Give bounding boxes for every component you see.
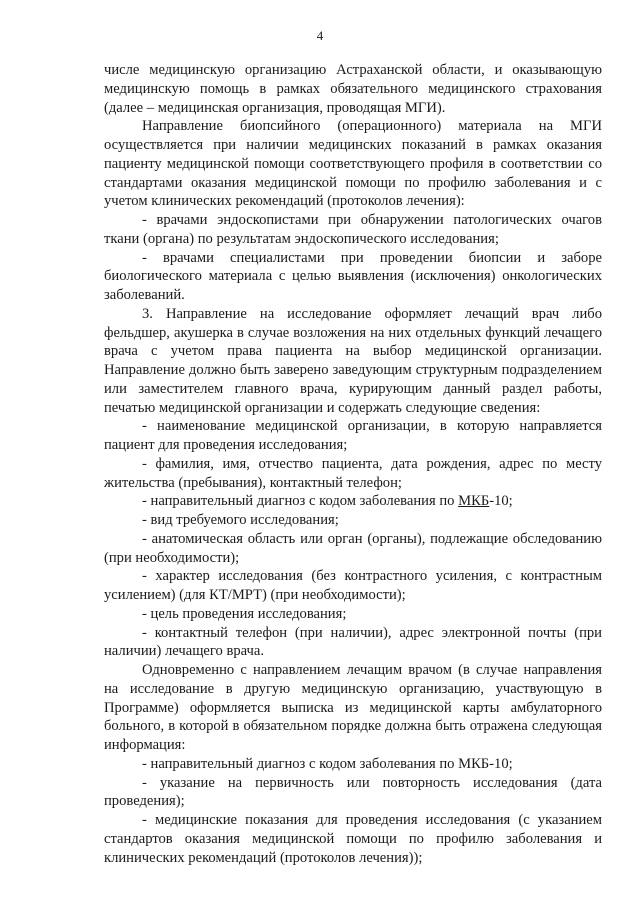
list-item: - фамилия, имя, отчество пациента, дата рождения, адрес по месту жительства (пребывания), контактный телефон; bbox=[104, 455, 602, 491]
paragraph: Одновременно с направлением лечащим врачом (в случае направления на исследование в другую медицинскую организацию, участвующую в Программе) оформляется выписка из медицинской карты амбулаторного больного, в которой в обязательном порядке должна быть отражена следующая информация: bbox=[104, 662, 602, 753]
list-item: - указание на первичность или повторность исследования (дата проведения); bbox=[104, 774, 602, 810]
list-item bbox=[104, 492, 602, 511]
document-body bbox=[104, 61, 602, 867]
list-item: - контактный телефон (при наличии), адрес электронной почты (при наличии) лечащего врача. bbox=[104, 624, 602, 660]
list-item: - направительный диагноз с кодом заболевания по МКБ-10; bbox=[142, 755, 513, 772]
list-item-text: - направительный диагноз с кодом заболевания по bbox=[142, 493, 459, 510]
list-item: - врачами эндоскопистами при обнаружении патологических очагов ткани (органа) по результатам эндоскопического исследования; bbox=[104, 212, 602, 247]
paragraph: 3. Направление на исследование оформляет лечащий врач либо фельдшер, акушерка в случае возложения на них отдельных функций лечащего врача с учетом права пациента на выбор медицинской организации. Направление должно быть заверено заведующим структурным подразделением или заместителем главного врача, курирующим данный раздел работы, печатью медицинской организации и содержать следующие сведения: bbox=[104, 305, 602, 416]
page-number: 4 bbox=[316, 28, 324, 43]
paragraph: числе медицинскую организацию Астраханской области, и оказывающую медицинскую помощь в рамках обязательного медицинского страхования (далее – медицинская организация, проводящая МГИ). bbox=[104, 62, 602, 116]
list-item: - врачами специалистами при проведении биопсии и заборе биологического материала с целью выявления (исключения) онкологических заболеваний. bbox=[104, 249, 602, 303]
list-item: - наименование медицинской организации, в которую направляется пациент для проведения исследования; bbox=[104, 418, 602, 453]
list-item: - цель проведения исследования; bbox=[142, 605, 347, 622]
paragraph: Направление биопсийного (операционного) материала на МГИ осуществляется при наличии медицинских показаний в рамках оказания пациенту медицинской помощи соответствующего профиля в соответствии со стандартами оказания медицинской помощи по профилю заболевания и с учетом клинических рекомендаций (протоколов лечения): bbox=[104, 118, 602, 210]
list-item: - анатомическая область или орган (органы), подлежащие обследованию (при необходимости); bbox=[104, 530, 602, 566]
list-item: - вид требуемого исследования; bbox=[142, 512, 339, 528]
underlined-code: МКБ bbox=[458, 493, 490, 510]
list-item: - медицинские показания для проведения исследования (с указанием стандартов оказания медицинской помощи по профилю заболевания и клинических рекомендаций (протоколов лечения)); bbox=[104, 812, 602, 866]
list-item-text-end: -10; bbox=[489, 493, 513, 510]
list-item: - характер исследования (без контрастного усиления, с контрастным усилением) (для КТ/МРТ) (при необходимости); bbox=[104, 568, 602, 603]
